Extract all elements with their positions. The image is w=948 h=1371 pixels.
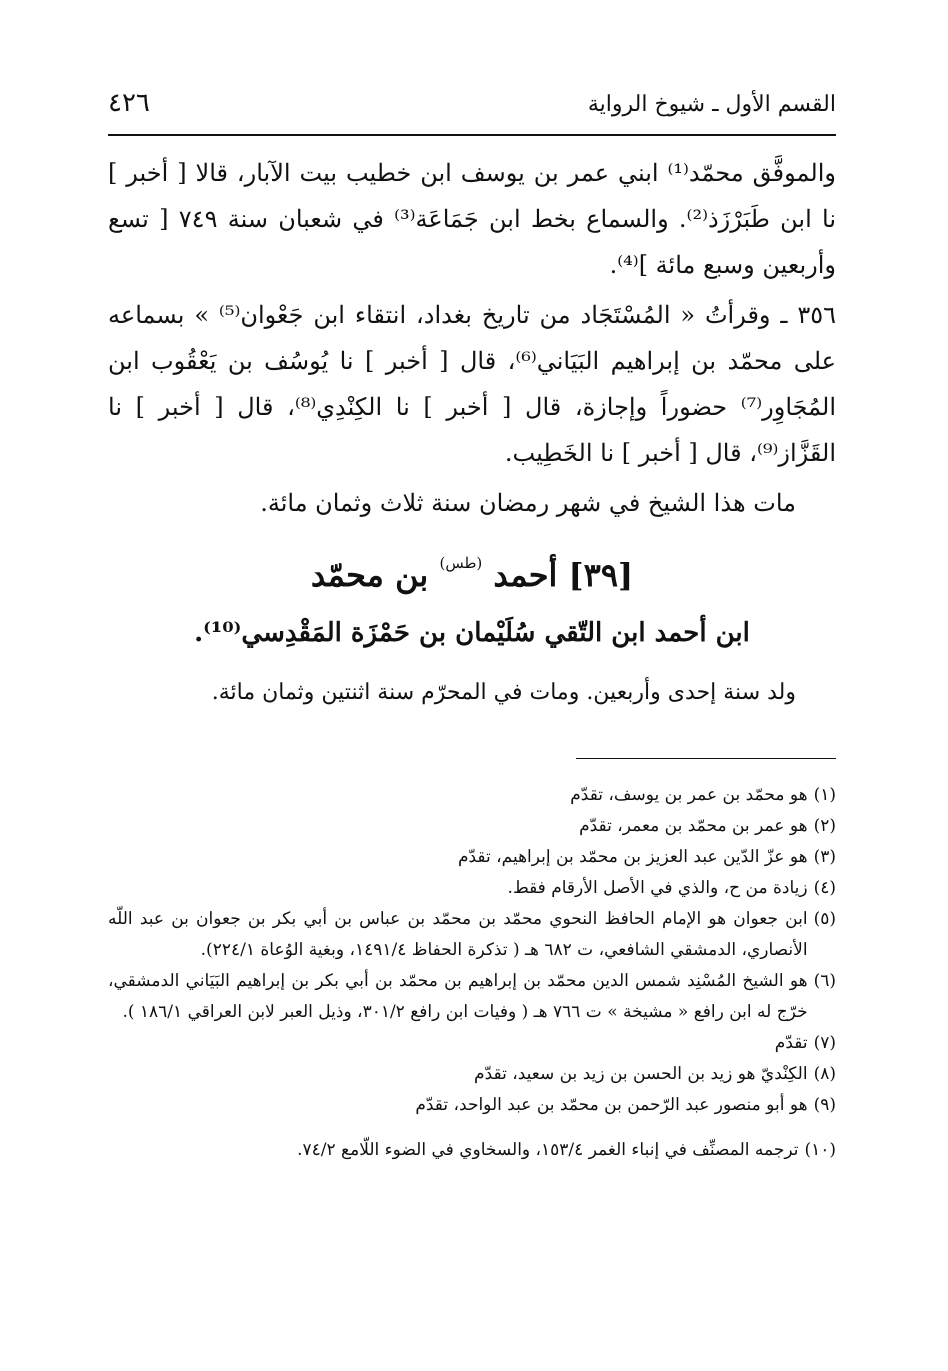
footnote-number: (١) bbox=[813, 785, 836, 805]
running-title: القسم الأول ـ شيوخ الرواية bbox=[587, 92, 836, 117]
paragraph-3: مات هذا الشيخ في شهر رمضان سنة ثلاث وثمان مائة. bbox=[260, 489, 796, 517]
footnote-9 bbox=[108, 1090, 836, 1121]
footnote-text: الكِنْديّ هو زيد بن الحسن بن زيد بن سعيد، تقدّم bbox=[474, 1064, 808, 1084]
footnote-7 bbox=[108, 1028, 836, 1059]
footnote-6 bbox=[108, 966, 836, 1028]
footnote-4 bbox=[108, 873, 836, 904]
footnote-text: تقدّم bbox=[774, 1033, 808, 1053]
footnote-text: هو أبو منصور عبد الرّحمن بن محمّد بن عبد الواحد، تقدّم bbox=[415, 1095, 808, 1115]
footnote-number: (٩) bbox=[813, 1095, 836, 1115]
footnote-3 bbox=[108, 842, 836, 873]
footnote-text: هو الشيخ المُسْنِد شمس الدين محمّد بن إبراهيم بن محمّد بن أبي بكر بن إبراهيم البَيَاني الدمشقي، خرّج له ابن رافع « مشيخة » ت ٧٦٦ هـ ( وفيات ابن رافع ٣٠١/٢، وذيل العبر لابن العراقي ١٨٦/١ ). bbox=[108, 971, 808, 1022]
footnote-number: (٧) bbox=[813, 1033, 836, 1053]
footnote-number: (٣) bbox=[813, 847, 836, 867]
entry-title-mark: (طس) bbox=[439, 554, 483, 572]
footnote-2 bbox=[108, 811, 836, 842]
header-rule bbox=[108, 134, 836, 136]
footnote-text: هو عزّ الدّين عبد العزيز بن محمّد بن إبراهيم، تقدّم bbox=[457, 847, 808, 867]
entry-name-line: ابن أحمد ابن التّقي سُلَيْمان بن حَمْزَة المَقْدِسي⁽¹⁰⁾. bbox=[194, 618, 750, 648]
page-number: ٤٢٦ bbox=[108, 88, 150, 118]
footnote-rule bbox=[576, 758, 836, 759]
page-header bbox=[108, 88, 836, 128]
footnote-8 bbox=[108, 1059, 836, 1090]
footnote-number: (١٠) bbox=[804, 1140, 836, 1160]
paragraph-1: والموفَّق محمّد⁽¹⁾ ابني عمر بن يوسف ابن خطيب بيت الآبار، قالا [ أخبر ] نا ابن طَبَرْزَذ⁽²⁾. والسماع بخط ابن جَمَاعَة⁽³⁾ في شعبان سنة ٧٤٩ [ تسع وأربعين وسبع مائة ]⁽⁴⁾. bbox=[108, 159, 836, 279]
footnote-text: هو محمّد بن عمر بن يوسف، تقدّم bbox=[570, 785, 808, 805]
entry-title-main: [٣٩] أحمد bbox=[493, 556, 634, 594]
entry-note: ولد سنة إحدى وأربعين. ومات في المحرّم سنة اثنتين وثمان مائة. bbox=[211, 680, 796, 705]
footnote-text: زيادة من ح، والذي في الأصل الأرقام فقط. bbox=[507, 878, 808, 898]
footnote-number: (٢) bbox=[813, 816, 836, 836]
footnotes bbox=[108, 780, 836, 1166]
paragraph-2: ٣٥٦ ـ وقرأتُ « المُسْتَجَاد من تاريخ بغداد، انتقاء ابن جَعْوان⁽⁵⁾ » بسماعه على محمّد بن إبراهيم البَيَاني⁽⁶⁾، قال [ أخبر ] نا يُوسُف بن يَعْقُوب ابن المُجَاوِر⁽⁷⁾ حضوراً وإجازة، قال [ أخبر ] نا الكِنْدِي⁽⁸⁾، قال [ أخبر ] نا القَزَّاز⁽⁹⁾، قال [ أخبر ] نا الخَطِيب. bbox=[108, 301, 837, 467]
footnote-number: (٦) bbox=[813, 971, 836, 991]
footnote-text: ترجمه المصنِّف في إنباء الغمر ١٥٣/٤، والسخاوي في الضوء اللّامع ٧٤/٢. bbox=[297, 1140, 799, 1160]
entry-title bbox=[108, 556, 836, 594]
footnote-text: ابن جعوان هو الإمام الحافظ النحوي محمّد بن محمّد بن عباس بن أبي بكر بن جعوان بن عبد اللّه الأنصاري، الدمشقي الشافعي، ت ٦٨٢ هـ ( تذكرة الحفاظ ١٤٩١/٤، وبغية الوُعاة ٢٢٤/١). bbox=[108, 909, 808, 960]
footnote-1 bbox=[108, 780, 836, 811]
footnote-10 bbox=[108, 1135, 836, 1166]
footnote-5 bbox=[108, 904, 836, 966]
footnote-number: (٨) bbox=[813, 1064, 836, 1084]
footnote-number: (٤) bbox=[813, 878, 836, 898]
entry-title-rest: بن محمّد bbox=[310, 556, 429, 594]
footnote-number: (٥) bbox=[813, 909, 836, 929]
footnote-text: هو عمر بن محمّد بن معمر، تقدّم bbox=[579, 816, 808, 836]
